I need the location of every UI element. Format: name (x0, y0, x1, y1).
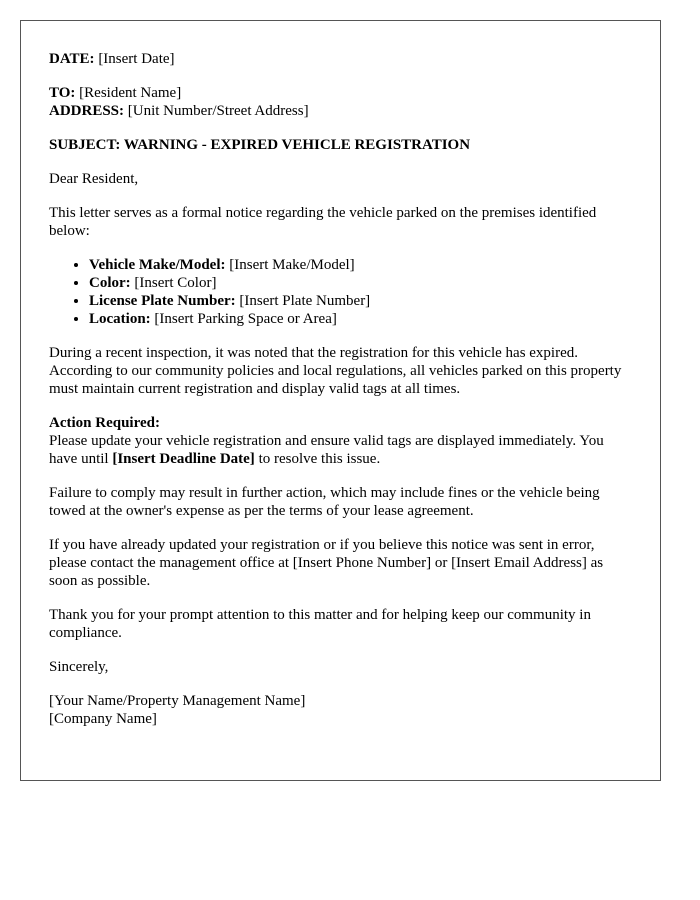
action-heading: Action Required: (49, 415, 160, 431)
subject-line (49, 136, 632, 154)
vehicle-detail-label: License Plate Number: (89, 293, 236, 309)
vehicle-detail-item (89, 256, 632, 274)
inspection-paragraph: During a recent inspection, it was noted that the registration for this vehicle has expired. According to our community policies and local regulations, all vehicles parked on this property must maintain current registration and display valid tags at all times. (49, 345, 622, 397)
vehicle-detail-value: [Insert Color] (134, 275, 217, 291)
action-required-section (49, 414, 632, 468)
to-line (49, 84, 632, 102)
closing: Sincerely, (49, 659, 109, 675)
letter-document (20, 20, 661, 781)
vehicle-detail-value: [Insert Plate Number] (239, 293, 371, 309)
vehicle-detail-value: [Insert Make/Model] (229, 257, 355, 273)
action-text-end: to resolve this issue. (258, 451, 381, 467)
vehicle-detail-label: Vehicle Make/Model: (89, 257, 226, 273)
contact-paragraph: If you have already updated your registration or if you believe this notice was sent in error, please contact the management office at [Insert Phone Number] or [Insert Email Address] as soon as possible. (49, 537, 604, 589)
intro-paragraph: This letter serves as a formal notice regarding the vehicle parked on the premises identified below: (49, 205, 597, 239)
vehicle-detail-label: Location: (89, 311, 151, 327)
date-value: [Insert Date] (98, 51, 175, 67)
address-value: [Unit Number/Street Address] (127, 103, 309, 119)
address-line (49, 102, 632, 120)
date-line (49, 50, 632, 68)
action-deadline: [Insert Deadline Date] (112, 451, 255, 467)
vehicle-detail-value: [Insert Parking Space or Area] (154, 311, 337, 327)
to-label: TO: (49, 85, 76, 101)
signature-name: [Your Name/Property Management Name] (49, 693, 306, 709)
vehicle-detail-item (89, 274, 632, 292)
vehicle-detail-label: Color: (89, 275, 131, 291)
thanks-paragraph: Thank you for your prompt attention to this matter and for helping keep our community in compliance. (49, 607, 591, 641)
signature-company: [Company Name] (49, 711, 157, 727)
action-text: Please update your vehicle registration and ensure valid tags are displayed immediately. You have until (49, 433, 604, 467)
vehicle-detail-item (89, 310, 632, 328)
to-value: [Resident Name] (79, 85, 182, 101)
greeting: Dear Resident, (49, 171, 139, 187)
consequences-paragraph: Failure to comply may result in further action, which may include fines or the vehicle being towed at the owner's expense as per the terms of your lease agreement. (49, 485, 600, 519)
date-label: DATE: (49, 51, 95, 67)
vehicle-detail-item (89, 292, 632, 310)
vehicle-details-list (49, 256, 632, 328)
subject-text: SUBJECT: WARNING - EXPIRED VEHICLE REGISTRATION (49, 137, 471, 153)
address-label: ADDRESS: (49, 103, 125, 119)
